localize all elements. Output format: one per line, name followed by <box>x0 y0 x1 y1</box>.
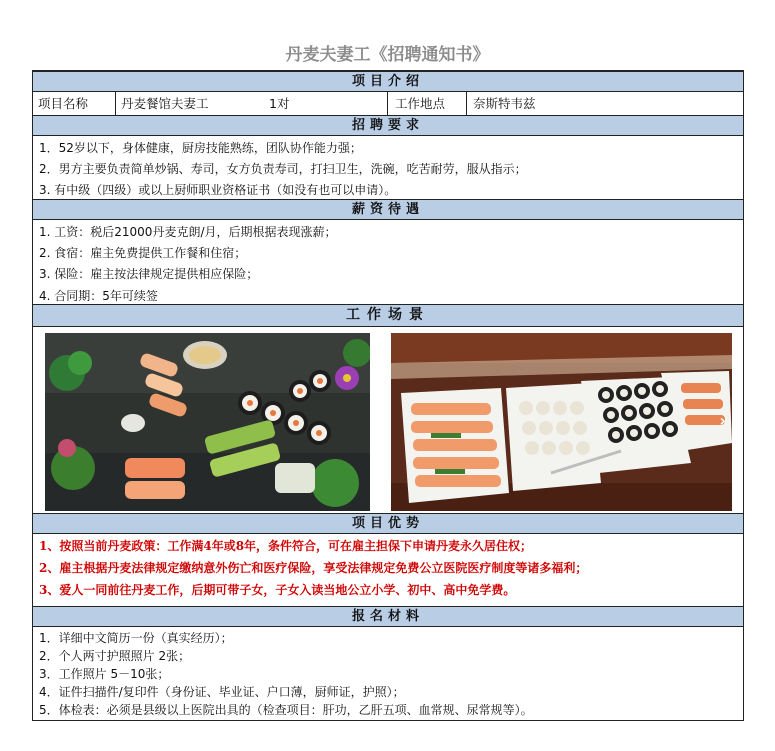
material-item: 1．详细中文简历一份（真实经历）； <box>39 631 233 645</box>
location-label: 工作地点 <box>395 96 446 111</box>
section-requirements: 招聘要求 <box>33 115 743 136</box>
project-row <box>33 92 743 115</box>
salary-item: 3. 保险：雇主按法律规定提供相应保险； <box>39 267 259 281</box>
material-item: 2．个人两寸护照照片 2张； <box>39 649 191 663</box>
project-name-label: 项目名称 <box>38 96 89 111</box>
material-item: 3．工作照片 5－10张； <box>39 667 170 681</box>
requirement-item: 1．52岁以下，身体健康，厨房技能熟练，团队协作能力强； <box>39 141 362 155</box>
advantage-item: 3、爱人一同前往丹麦工作，后期可带子女，子女入读当地公立小学、初中、高中免学费。 <box>39 583 516 597</box>
section-scene: 工作场景 <box>33 304 743 327</box>
salary-item: 2. 食宿：雇主免费提供工作餐和住宿； <box>39 246 247 260</box>
divider <box>466 92 467 115</box>
material-item: 4．证件扫描件/复印件（身份证、毕业证、户口薄，厨师证，护照）； <box>39 685 405 699</box>
section-salary: 薪资待遇 <box>33 199 743 220</box>
section-project-intro: 项目介绍 <box>33 71 743 92</box>
salary-item: 4. 合同期：5年可续签 <box>39 289 158 303</box>
sushi-platter-photo <box>45 333 370 511</box>
location-value: 奈斯特韦兹 <box>473 96 536 111</box>
salary-item: 1. 工资：税后21000丹麦克朗/月，后期根据表现涨薪； <box>39 225 337 239</box>
recruitment-sheet <box>32 70 744 721</box>
divider <box>387 92 388 115</box>
section-advantages: 项目优势 <box>33 513 743 534</box>
page-title: 丹麦夫妻工《招聘通知书》 <box>285 45 490 65</box>
divider <box>115 92 116 115</box>
requirement-item: 2．男方主要负责简单炒锅、寿司，女方负责寿司，打扫卫生，洗碗，吃苦耐劳，服从指示； <box>39 162 527 176</box>
material-item: 5．体检表：必须是县级以上医院出具的（检查项目：肝功，乙肝五项、血常规、尿常规等）。 <box>39 703 533 717</box>
sushi-buffet-photo <box>391 333 732 511</box>
advantage-item: 2、雇主根据丹麦法律规定缴纳意外伤亡和医疗保险，享受法律规定免费公立医院医疗制度等诸多福利； <box>39 561 588 575</box>
project-name-value: 丹麦餐馆夫妻工 <box>121 96 209 111</box>
section-materials: 报名材料 <box>33 606 743 627</box>
project-quantity: 1对 <box>269 96 290 111</box>
chevron-right-icon[interactable]: › <box>719 411 726 430</box>
requirement-item: 3. 有中级（四级）或以上厨师职业资格证书（如没有也可以申请）。 <box>39 183 397 197</box>
advantage-item: 1、按照当前丹麦政策：工作满4年或8年，条件符合，可在雇主担保下申请丹麦永久居住权； <box>39 539 533 553</box>
